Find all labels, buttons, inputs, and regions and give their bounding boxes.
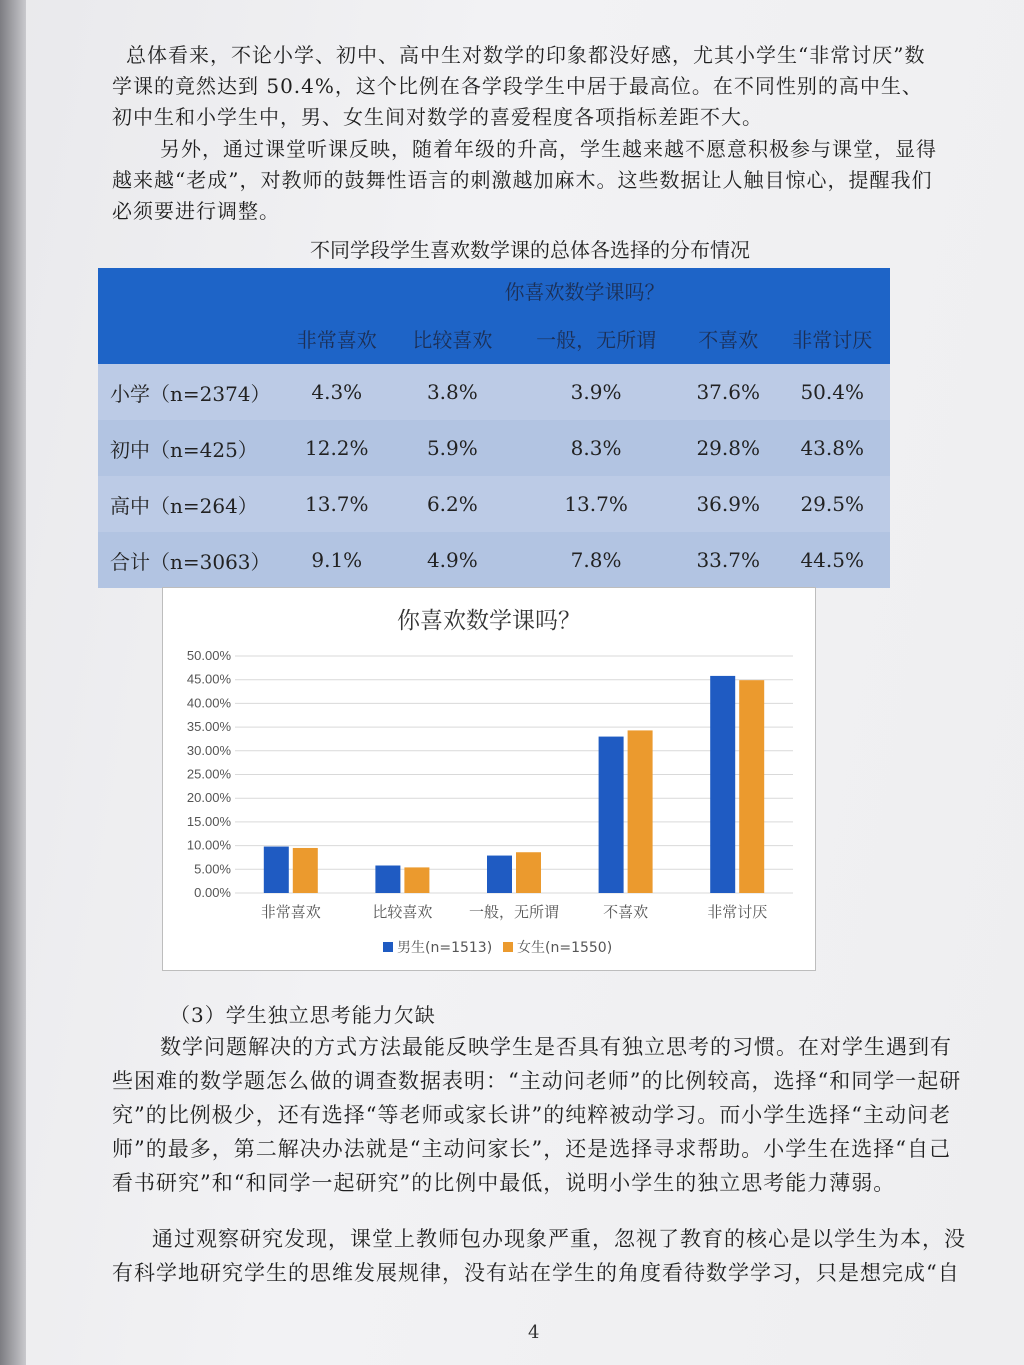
- row-label: 高中（n=264）: [98, 476, 279, 532]
- row-label: 合计（n=3063）: [98, 532, 279, 588]
- table-cell: 29.5%: [774, 476, 890, 532]
- x-tick-label: 不喜欢: [603, 903, 649, 921]
- bar-0: [487, 856, 512, 893]
- table-cell: 37.6%: [682, 364, 774, 420]
- legend-swatch: [503, 942, 513, 952]
- x-tick-label: 非常喜欢: [260, 903, 321, 921]
- bar-0: [375, 866, 400, 893]
- table-title: 不同学段学生喜欢数学课的总体各选择的分布情况: [310, 238, 750, 262]
- paragraph-observation: 另外，通过课堂听课反映，随着年级的升高，学生越来越不愿意积极参与课堂，显得越来越“老成”，对教师的鼓舞性语言的刺激越加麻木。这些数据让人触目惊心，提醒我们必须要进行调整。: [112, 137, 937, 223]
- table-cell: 29.8%: [682, 420, 774, 476]
- table-cell: 43.8%: [774, 420, 890, 476]
- y-tick-label: 40.00%: [186, 695, 231, 711]
- column-header: 不喜欢: [682, 312, 774, 364]
- section-heading: （3）学生独立思考能力欠缺: [170, 1003, 436, 1027]
- row-label: 初中（n=425）: [98, 420, 279, 476]
- y-tick-label: 0.00%: [194, 885, 231, 900]
- table-cell: 36.9%: [682, 476, 774, 532]
- bar-1: [516, 852, 541, 893]
- bar-1: [739, 680, 764, 893]
- table-cell: 44.5%: [774, 532, 890, 588]
- y-tick-label: 20.00%: [186, 790, 231, 806]
- table-cell: 50.4%: [774, 364, 890, 420]
- table-cell: 4.3%: [279, 364, 395, 420]
- chart-title: 你喜欢数学课吗？: [397, 608, 581, 634]
- legend-swatch: [383, 942, 393, 952]
- chart-canvas: [163, 588, 815, 970]
- table-cell: 3.8%: [395, 364, 511, 420]
- bar-0: [710, 676, 735, 893]
- paragraph-summary: 总体看来，不论小学、初中、高中生对数学的印象都没好感，尤其小学生“非常讨厌”数学课的竟然达到 50.4%，这个比例在各学段学生中居于最高位。在不同性别的高中生、初中生和小学生中，男、女生间对数学的喜爱程度各项指标差距不大。: [112, 43, 926, 129]
- paragraph-independent-thinking: 数学问题解决的方式方法最能反映学生是否具有独立思考的习惯。在对学生遇到有些困难的数学题怎么做的调查数据表明：“主动问老师”的比例较高，选择“和同学一起研究”的比例极少，还有选择“等老师或家长讲”的纯粹被动学习。而小学生选择“主动问老师”的最多，第二解决办法就是“主动问家长”，还是选择寻求帮助。小学生在选择“自己看书研究”和“和同学一起研究”的比例中最低，说明小学生的独立思考能力薄弱。: [112, 1035, 962, 1195]
- y-tick-label: 5.00%: [194, 861, 231, 877]
- table-cell: 4.9%: [395, 532, 511, 588]
- legend-label: 男生(n=1513): [397, 940, 493, 956]
- column-header: 非常讨厌: [774, 312, 890, 364]
- table-cell: 13.7%: [510, 476, 682, 532]
- x-tick-label: 非常讨厌: [707, 903, 768, 921]
- x-tick-label: 一般，无所谓: [468, 903, 560, 921]
- bar-1: [293, 848, 318, 893]
- table-cell: 9.1%: [279, 532, 395, 588]
- table-cell: 12.2%: [279, 420, 395, 476]
- y-tick-label: 25.00%: [186, 766, 231, 782]
- y-tick-label: 35.00%: [186, 719, 231, 735]
- x-tick-label: 比较喜欢: [372, 903, 433, 921]
- row-label: 小学（n=2374）: [98, 364, 279, 420]
- table-cell: 8.3%: [510, 420, 682, 476]
- table-cell: 7.8%: [510, 532, 682, 588]
- bar-0: [264, 847, 289, 893]
- table-row: [98, 364, 890, 420]
- bar-1: [628, 730, 653, 893]
- table-cell: 13.7%: [279, 476, 395, 532]
- table-question-header: 你喜欢数学课吗？: [279, 268, 890, 312]
- y-tick-label: 50.00%: [186, 648, 231, 663]
- y-tick-label: 30.00%: [186, 742, 231, 758]
- y-tick-label: 45.00%: [186, 671, 231, 687]
- table-row: [98, 420, 890, 476]
- table-corner-2: [98, 312, 279, 364]
- paragraph-classroom-research: 通过观察研究发现，课堂上教师包办现象严重，忽视了教育的核心是以学生为本，没有科学地研究学生的思维发展规律，没有站在学生的角度看待数学学习，只是想完成“自: [112, 1227, 966, 1285]
- page-number: 4: [528, 1322, 540, 1343]
- bar-0: [599, 737, 624, 893]
- bar-chart: [162, 587, 816, 971]
- table-cell: 33.7%: [682, 532, 774, 588]
- column-header: 一般，无所谓: [510, 312, 682, 364]
- table-cell: 5.9%: [395, 420, 511, 476]
- table-corner: [98, 268, 279, 312]
- page-edge-shadow: [0, 0, 26, 1365]
- survey-table: [98, 268, 890, 588]
- y-tick-label: 15.00%: [186, 813, 231, 829]
- table-cell: 3.9%: [510, 364, 682, 420]
- legend-label: 女生(n=1550): [517, 940, 613, 956]
- column-header: 非常喜欢: [279, 312, 395, 364]
- column-header: 比较喜欢: [395, 312, 511, 364]
- y-tick-label: 10.00%: [186, 837, 231, 853]
- table-row: [98, 476, 890, 532]
- bar-1: [404, 867, 429, 893]
- table-cell: 6.2%: [395, 476, 511, 532]
- table-row: [98, 532, 890, 588]
